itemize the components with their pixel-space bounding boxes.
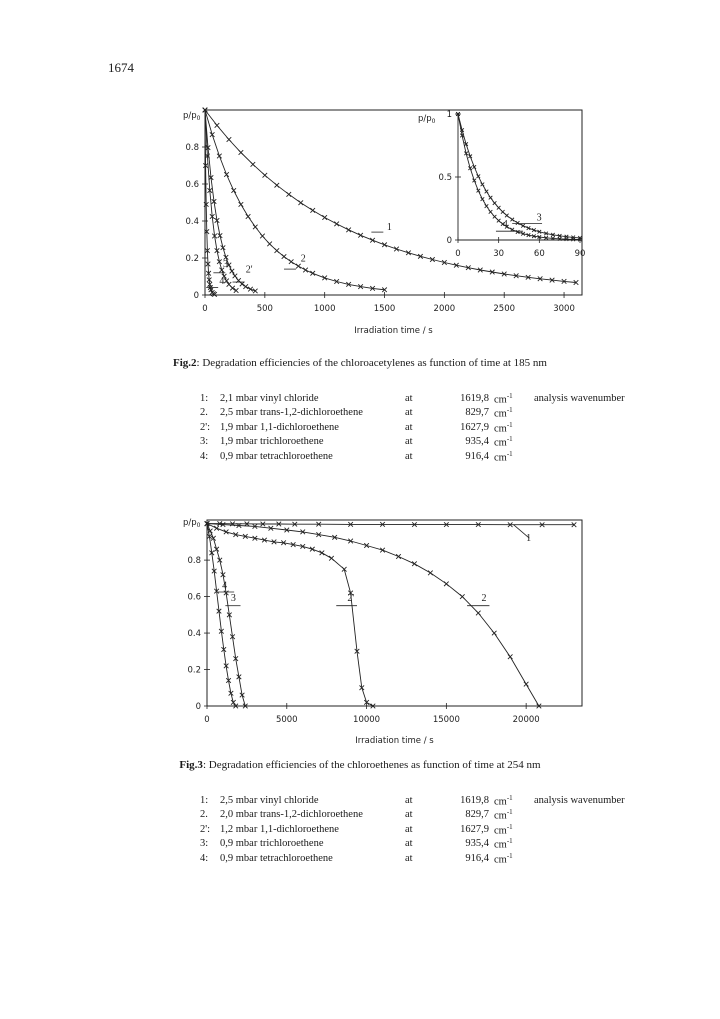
legend-wavenumber: 916,4: [465, 450, 489, 462]
data-point-marker: [497, 219, 501, 223]
legend-number: 1:: [200, 794, 209, 806]
page-number: 1674: [108, 60, 134, 75]
legend-note: analysis wavenumber: [534, 392, 625, 404]
data-point-marker: [230, 269, 235, 274]
x-axis-label: Irradiation time / s: [354, 326, 433, 336]
legend-unit-exponent: -1: [506, 406, 513, 414]
data-point-marker: [215, 123, 220, 128]
curve-label: 3: [222, 259, 228, 271]
y-tick-label: 0.2: [187, 665, 201, 676]
figure-3-caption-label: Fig.3: [179, 759, 203, 771]
inset-y-tick-label: 0.5: [438, 173, 452, 183]
legend-note: [534, 406, 625, 421]
data-point-marker: [233, 274, 238, 279]
curve-label: 3: [230, 593, 236, 605]
legend-substance: 2,5 mbar trans-1,2-dichloroethene: [220, 407, 363, 419]
data-point-marker: [251, 162, 256, 167]
data-point-marker: [477, 174, 481, 178]
legend-unit: cm: [494, 854, 507, 865]
legend-number: 2':: [200, 421, 211, 433]
legend-at: at: [405, 450, 413, 462]
series-line-1: [205, 110, 576, 283]
data-point-marker: [493, 215, 497, 219]
data-point-marker: [497, 206, 501, 210]
inset-curve-label: 3: [536, 212, 542, 224]
plot-frame: [207, 520, 582, 706]
legend-unit: cm: [494, 839, 507, 851]
legend-unit-exponent: -1: [506, 808, 513, 816]
curve-label: 1: [386, 222, 392, 234]
legend-unit: cm: [494, 423, 507, 434]
data-point-marker: [501, 210, 505, 214]
data-point-marker: [289, 259, 294, 264]
inset-y-axis-label: $p/p_0$: [418, 114, 436, 125]
data-point-marker: [334, 222, 339, 227]
legend-wavenumber: 916,4: [465, 852, 489, 864]
data-point-marker: [508, 654, 513, 659]
legend-note: analysis wavenumber: [534, 794, 625, 806]
legend-row: [200, 406, 625, 421]
data-point-marker: [275, 248, 280, 253]
data-point-marker: [248, 287, 253, 292]
legend-wavenumber: 1619,8: [460, 392, 489, 404]
data-point-marker: [481, 197, 485, 201]
legend-wavenumber: 829,7: [465, 809, 489, 821]
x-tick-label: 3000: [553, 304, 575, 314]
data-point-marker: [253, 289, 258, 294]
legend-row: [200, 837, 625, 852]
x-tick-label: 20000: [512, 715, 540, 725]
legend-number: 2':: [200, 823, 211, 835]
data-point-marker: [510, 218, 514, 222]
legend-at: at: [405, 794, 413, 806]
legend-unit-exponent: -1: [506, 822, 513, 831]
curve-label: 2: [481, 593, 487, 605]
legend-note: [534, 449, 625, 464]
data-point-marker: [489, 196, 493, 200]
figure-2-caption-text: : Degradation efficiencies of the chloroacetylenes as function of time at 185 nm: [196, 357, 547, 369]
legend-unit-cell: [494, 793, 534, 808]
data-point-marker: [493, 201, 497, 205]
figure-2-caption: [0, 357, 720, 369]
legend-row: [200, 851, 625, 866]
legend-row: [200, 420, 625, 435]
data-point-marker: [481, 183, 485, 187]
series-line-2': [207, 524, 373, 706]
data-point-marker: [231, 188, 236, 193]
x-tick-label: 500: [256, 304, 273, 314]
x-tick-label: 15000: [432, 715, 460, 725]
x-tick-label: 0: [204, 715, 210, 725]
data-point-marker: [322, 276, 327, 281]
legend-row: [200, 391, 625, 406]
data-point-marker: [253, 225, 258, 230]
legend-note: [534, 822, 625, 837]
legend-unit-exponent: -1: [506, 837, 513, 845]
legend-row: [200, 793, 625, 808]
data-point-marker: [396, 554, 401, 559]
data-point-marker: [214, 526, 219, 531]
inset-x-tick-label: 0: [455, 249, 461, 259]
legend-unit: cm: [494, 437, 507, 449]
series-line-4: [207, 524, 236, 706]
y-tick-label: 0.8: [185, 143, 199, 153]
data-point-marker: [477, 189, 481, 193]
inset-curve-label: 4: [502, 218, 508, 230]
data-point-marker: [303, 268, 308, 273]
data-point-marker: [460, 594, 465, 599]
y-tick-label: 0.6: [187, 592, 201, 603]
data-point-marker: [346, 228, 351, 233]
curve-label: 4: [219, 275, 225, 287]
legend-unit: cm: [494, 394, 507, 405]
inset-y-tick-label: 1: [446, 110, 452, 120]
legend-unit-cell: [494, 822, 534, 837]
legend-note: [534, 435, 625, 450]
y-tick-label: 0.6: [185, 180, 199, 190]
legend-wavenumber: 1627,9: [460, 823, 489, 835]
legend-substance: 1,2 mbar 1,1-dichloroethene: [220, 823, 339, 835]
inset-y-tick-label: 0: [446, 236, 452, 246]
series-line-inset-4: [458, 114, 580, 240]
legend-row: [200, 808, 625, 823]
legend-substance: 2,0 mbar trans-1,2-dichloroethene: [220, 809, 363, 821]
data-point-marker: [224, 530, 229, 535]
legend-unit-cell: [494, 406, 534, 421]
legend-at: at: [405, 838, 413, 850]
data-point-marker: [227, 137, 232, 142]
data-point-marker: [310, 208, 315, 213]
plot-frame: [205, 110, 582, 295]
data-point-marker: [485, 204, 489, 208]
data-point-marker: [524, 682, 529, 687]
data-point-marker: [286, 192, 291, 197]
x-axis-label: Irradiation time / s: [355, 736, 434, 746]
legend-unit-exponent: -1: [506, 793, 513, 802]
legend-number: 2.: [200, 809, 208, 821]
legend-substance: 0,9 mbar tetrachloroethene: [220, 852, 333, 864]
inset-x-tick-label: 90: [574, 249, 586, 259]
legend-row: [200, 449, 625, 464]
data-point-marker: [310, 271, 315, 276]
y-tick-label: 0.8: [187, 556, 201, 567]
legend-at: at: [405, 421, 413, 433]
legend-row: [200, 822, 625, 837]
x-tick-label: 1000: [313, 304, 336, 314]
legend-at: at: [405, 809, 413, 821]
legend-unit-cell: [494, 808, 534, 823]
legend-at: at: [405, 823, 413, 835]
data-point-marker: [322, 215, 327, 220]
legend-number: 1:: [200, 392, 209, 404]
legend-unit-cell: [494, 391, 534, 406]
data-point-marker: [505, 214, 509, 218]
y-tick-label: 0: [195, 702, 201, 712]
data-point-marker: [516, 221, 520, 225]
data-point-marker: [394, 247, 399, 252]
legend-unit-cell: [494, 435, 534, 450]
legend-number: 4:: [200, 450, 209, 462]
series-line-2: [205, 110, 385, 290]
inset-x-tick-label: 30: [493, 249, 505, 259]
figure-3-caption-text: : Degradation efficiencies of the chloroethenes as function of time at 254 nm: [202, 759, 541, 771]
y-tick-label: 0.2: [185, 254, 199, 264]
legend-substance: 1,9 mbar trichloroethene: [220, 436, 324, 448]
legend-substance: 1,9 mbar 1,1-dichloroethene: [220, 421, 339, 433]
x-tick-label: 5000: [275, 715, 298, 725]
legend-number: 3:: [200, 838, 209, 850]
data-point-marker: [298, 200, 303, 205]
legend-unit-exponent: -1: [506, 391, 513, 400]
data-point-marker: [412, 561, 417, 566]
y-tick-label: 0.4: [185, 217, 199, 227]
legend-note: [534, 851, 625, 866]
data-point-marker: [382, 243, 387, 248]
data-point-marker: [485, 190, 489, 194]
legend-unit-cell: [494, 449, 534, 464]
curve-label: 2': [245, 264, 253, 276]
legend-unit: cm: [494, 796, 507, 807]
legend-unit-exponent: -1: [506, 851, 513, 860]
data-point-marker: [282, 254, 287, 259]
figure-3-caption: [0, 759, 720, 771]
legend-substance: 0,9 mbar tetrachloroethene: [220, 450, 333, 462]
data-point-marker: [521, 224, 525, 228]
data-point-marker: [320, 551, 325, 556]
figure-3-legend: [200, 793, 625, 866]
legend-wavenumber: 935,4: [465, 838, 489, 850]
data-point-marker: [239, 150, 244, 155]
series-line-inset-3: [458, 114, 580, 238]
data-point-marker: [243, 284, 248, 289]
inset-x-tick-label: 60: [533, 249, 545, 259]
legend-wavenumber: 935,4: [465, 436, 489, 448]
curve-label: 2: [300, 253, 306, 265]
x-tick-label: 2000: [433, 304, 456, 314]
legend-note: [534, 420, 625, 435]
data-point-marker: [358, 233, 363, 238]
legend-at: at: [405, 852, 413, 864]
legend-note: [534, 837, 625, 852]
legend-unit-cell: [494, 851, 534, 866]
legend-unit-cell: [494, 837, 534, 852]
data-point-marker: [444, 582, 449, 587]
x-tick-label: 2500: [493, 304, 516, 314]
legend-at: at: [405, 436, 413, 448]
curve-label: 1: [526, 532, 532, 544]
data-point-marker: [329, 556, 334, 561]
legend-note: [534, 808, 625, 823]
legend-unit-cell: [494, 420, 534, 435]
legend-at: at: [405, 407, 413, 419]
legend-unit: cm: [494, 452, 507, 463]
y-axis-label: $p/p_0$: [183, 111, 201, 122]
figure-2-caption-label: Fig.2: [173, 357, 197, 369]
x-tick-label: 0: [202, 304, 208, 314]
figure-3-chart: [0, 510, 720, 750]
data-point-marker: [217, 154, 222, 159]
legend-number: 2.: [200, 407, 208, 419]
legend-unit-exponent: -1: [506, 449, 513, 458]
legend-unit: cm: [494, 825, 507, 836]
legend-substance: 2,1 mbar vinyl chloride: [220, 392, 319, 404]
data-point-marker: [489, 210, 493, 214]
legend-unit-exponent: -1: [506, 420, 513, 429]
data-point-marker: [224, 172, 229, 177]
legend-unit-exponent: -1: [506, 435, 513, 443]
x-tick-label: 10000: [353, 715, 381, 725]
y-tick-label: 0: [193, 291, 199, 301]
data-point-marker: [492, 631, 497, 636]
data-point-marker: [476, 611, 481, 616]
legend-substance: 0,9 mbar trichloroethene: [220, 838, 324, 850]
legend-substance: 2,5 mbar vinyl chloride: [220, 794, 319, 806]
x-tick-label: 1500: [373, 304, 396, 314]
data-point-marker: [246, 214, 251, 219]
legend-unit: cm: [494, 810, 507, 822]
legend-at: at: [405, 392, 413, 404]
y-tick-label: 0.4: [187, 629, 201, 640]
curve-label: 4: [222, 580, 228, 592]
legend-wavenumber: 1627,9: [460, 421, 489, 433]
figure-2-legend: [200, 391, 625, 464]
data-point-marker: [370, 238, 375, 243]
data-point-marker: [263, 173, 268, 178]
legend-wavenumber: 1619,8: [460, 794, 489, 806]
legend-number: 4:: [200, 852, 209, 864]
data-point-marker: [260, 234, 265, 239]
legend-number: 3:: [200, 436, 209, 448]
data-point-marker: [428, 571, 433, 576]
data-point-marker: [267, 242, 272, 247]
legend-row: [200, 435, 625, 450]
legend-unit: cm: [494, 408, 507, 420]
curve-label: 2': [347, 593, 355, 605]
data-point-marker: [275, 183, 280, 188]
legend-wavenumber: 829,7: [465, 407, 489, 419]
series-line-2: [207, 524, 539, 706]
y-axis-label: $p/p_0$: [183, 518, 201, 529]
data-point-marker: [239, 202, 244, 207]
figure-2-chart: [0, 100, 720, 345]
